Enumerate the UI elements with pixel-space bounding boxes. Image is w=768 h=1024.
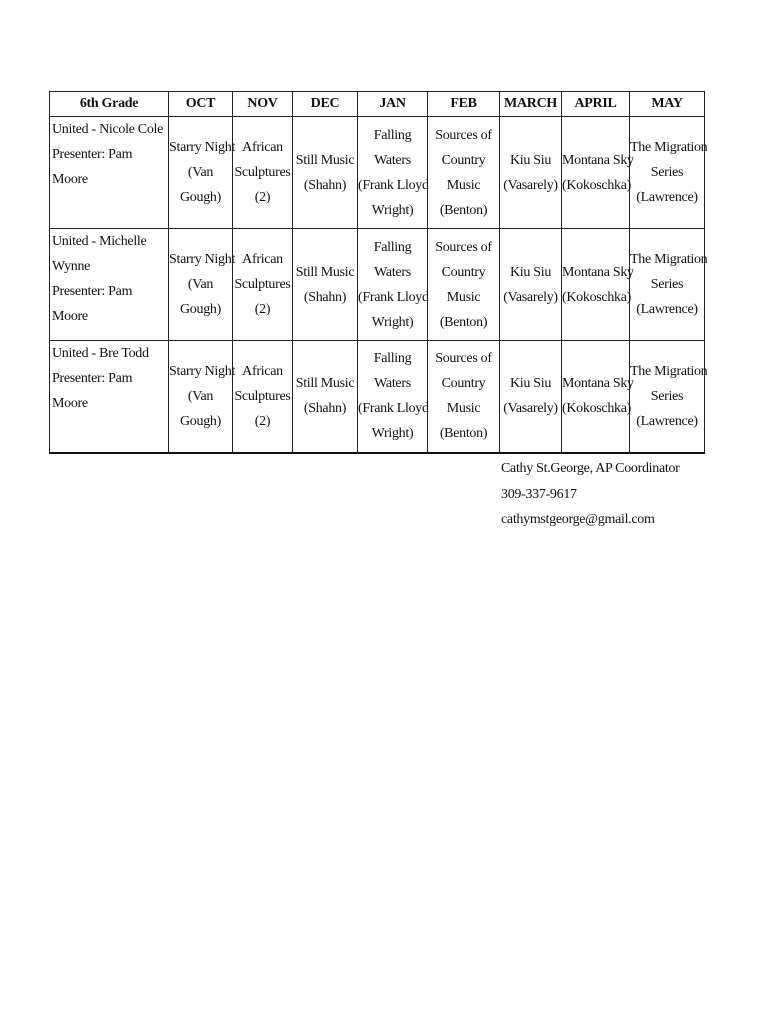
artwork-cell-may bbox=[630, 341, 708, 453]
artwork-line: (Van bbox=[187, 277, 214, 292]
artwork-cell-may bbox=[630, 229, 708, 341]
artwork-line: (Kokoschka) bbox=[562, 177, 632, 193]
teacher-line: United - Nicole Cole bbox=[52, 122, 164, 137]
header-april: APRIL bbox=[562, 92, 630, 117]
artwork-line: (Benton) bbox=[439, 426, 488, 442]
artwork-line: (Frank Lloyd bbox=[358, 401, 429, 417]
artwork-line: Montana Sky bbox=[562, 376, 634, 392]
artwork-cell-april bbox=[562, 229, 634, 341]
artwork-cell-march bbox=[500, 229, 562, 341]
artwork-line: Sources of bbox=[435, 351, 492, 367]
artwork-line: (Lawrence) bbox=[636, 190, 698, 205]
artwork-line: Still Music bbox=[295, 264, 355, 280]
artwork-line: The Migration bbox=[630, 363, 708, 379]
artwork-cell-march bbox=[500, 341, 562, 453]
header-may: MAY bbox=[630, 92, 705, 117]
artwork-line: Montana Sky bbox=[562, 152, 634, 168]
artwork-line: Country bbox=[441, 264, 486, 280]
artwork-line: Wright) bbox=[371, 314, 414, 330]
teacher-line: United - Michelle bbox=[52, 234, 147, 249]
artwork-line: (2) bbox=[254, 413, 271, 429]
artwork-line: (Frank Lloyd bbox=[358, 289, 429, 305]
contact-name: Cathy St.George, AP Coordinator bbox=[501, 461, 680, 476]
artwork-line: (Vasarely) bbox=[503, 401, 558, 417]
artwork-line: Still Music bbox=[295, 152, 355, 168]
artwork-line: Series bbox=[650, 277, 684, 292]
artwork-cell-dec bbox=[293, 229, 358, 341]
artwork-cell-oct bbox=[169, 341, 236, 453]
artwork-line: (Vasarely) bbox=[503, 177, 558, 193]
artwork-line: Gough) bbox=[180, 413, 221, 429]
header-grade: 6th Grade bbox=[50, 92, 169, 117]
artwork-cell-feb bbox=[428, 117, 500, 229]
artwork-line: Music bbox=[446, 289, 481, 305]
artwork-line: Starry Night bbox=[169, 252, 236, 267]
artwork-line: Falling bbox=[373, 351, 412, 367]
artwork-cell-april bbox=[562, 117, 634, 229]
artwork-line: Sculptures bbox=[234, 165, 291, 180]
table-row bbox=[50, 229, 705, 341]
teacher-line: Presenter: Pam Moore bbox=[52, 284, 133, 324]
artwork-line: Still Music bbox=[295, 376, 355, 392]
artwork-line: (Van bbox=[187, 165, 214, 180]
teacher-presenter-cell bbox=[50, 117, 169, 229]
teacher-presenter-cell bbox=[50, 341, 169, 453]
artwork-cell-jan bbox=[358, 117, 428, 229]
teacher-line: United - Bre Todd bbox=[52, 346, 149, 361]
header-feb: FEB bbox=[428, 92, 500, 117]
artwork-line: Falling bbox=[373, 239, 412, 255]
artwork-line: Country bbox=[441, 152, 486, 168]
artwork-line: (2) bbox=[254, 190, 271, 205]
artwork-line: Sources of bbox=[435, 127, 492, 143]
teacher-presenter-cell bbox=[50, 229, 169, 341]
artwork-line: Kiu Siu bbox=[509, 152, 552, 168]
artwork-line: Music bbox=[446, 401, 481, 417]
artwork-line: Series bbox=[650, 165, 684, 180]
artwork-line: (2) bbox=[254, 302, 271, 317]
artwork-line: Wright) bbox=[371, 426, 414, 442]
artwork-line: (Shahn) bbox=[303, 177, 347, 193]
contact-phone: 309-337-9617 bbox=[501, 486, 577, 502]
artwork-line: (Shahn) bbox=[303, 401, 347, 417]
artwork-line: (Van bbox=[187, 388, 214, 404]
contact-block bbox=[501, 456, 680, 533]
artwork-line: Gough) bbox=[180, 302, 221, 317]
artwork-cell-march bbox=[500, 117, 562, 229]
artwork-line: (Benton) bbox=[439, 202, 488, 218]
header-nov: NOV bbox=[233, 92, 293, 117]
artwork-line: Starry Night bbox=[169, 363, 236, 379]
artwork-line: Waters bbox=[374, 152, 411, 168]
artwork-line: (Frank Lloyd bbox=[358, 177, 429, 193]
artwork-cell-oct bbox=[169, 229, 236, 341]
artwork-line: (Benton) bbox=[439, 314, 488, 330]
table-row bbox=[50, 117, 705, 229]
artwork-line: African bbox=[242, 363, 283, 379]
schedule-table bbox=[49, 91, 708, 454]
artwork-line: (Lawrence) bbox=[636, 413, 698, 429]
artwork-line: Kiu Siu bbox=[509, 264, 552, 280]
artwork-line: (Kokoschka) bbox=[562, 401, 632, 417]
artwork-line: Music bbox=[446, 177, 481, 193]
artwork-line: Sources of bbox=[435, 239, 492, 255]
artwork-line: African bbox=[242, 252, 283, 267]
artwork-line: Kiu Siu bbox=[509, 376, 552, 392]
artwork-line: African bbox=[242, 140, 283, 155]
artwork-line: Series bbox=[650, 388, 684, 404]
artwork-line: (Kokoschka) bbox=[562, 289, 632, 305]
header-row bbox=[50, 92, 705, 117]
artwork-line: The Migration bbox=[630, 140, 708, 155]
artwork-cell-feb bbox=[428, 341, 500, 453]
teacher-line: Presenter: Pam Moore bbox=[52, 371, 133, 411]
teacher-line: Wynne bbox=[52, 259, 91, 274]
artwork-cell-may bbox=[630, 117, 708, 229]
artwork-cell-nov bbox=[233, 341, 293, 453]
header-jan: JAN bbox=[358, 92, 428, 117]
artwork-line: Sculptures bbox=[234, 388, 291, 404]
teacher-line: Presenter: Pam Moore bbox=[52, 147, 133, 187]
artwork-cell-oct bbox=[169, 117, 236, 229]
artwork-cell-dec bbox=[293, 117, 358, 229]
artwork-cell-april bbox=[562, 341, 634, 453]
artwork-line: Sculptures bbox=[234, 277, 291, 292]
artwork-cell-nov bbox=[233, 117, 293, 229]
artwork-cell-feb bbox=[428, 229, 500, 341]
header-oct: OCT bbox=[169, 92, 233, 117]
artwork-line: Waters bbox=[374, 264, 411, 280]
artwork-cell-jan bbox=[358, 229, 428, 341]
artwork-cell-nov bbox=[233, 229, 293, 341]
artwork-line: The Migration bbox=[630, 252, 708, 267]
artwork-line: Montana Sky bbox=[562, 264, 634, 280]
artwork-line: (Vasarely) bbox=[503, 289, 558, 305]
artwork-cell-dec bbox=[293, 341, 358, 453]
artwork-line: Country bbox=[441, 376, 486, 392]
artwork-line: Wright) bbox=[371, 202, 414, 218]
header-march: MARCH bbox=[500, 92, 562, 117]
table-row bbox=[50, 341, 705, 453]
artwork-line: Gough) bbox=[180, 190, 221, 205]
artwork-line: Waters bbox=[374, 376, 411, 392]
artwork-line: (Shahn) bbox=[303, 289, 347, 305]
artwork-line: Falling bbox=[373, 127, 412, 143]
artwork-cell-jan bbox=[358, 341, 428, 453]
artwork-line: (Lawrence) bbox=[636, 302, 698, 317]
artwork-line: Starry Night bbox=[169, 140, 236, 155]
contact-email: cathymstgeorge@gmail.com bbox=[501, 512, 655, 527]
header-dec: DEC bbox=[293, 92, 358, 117]
